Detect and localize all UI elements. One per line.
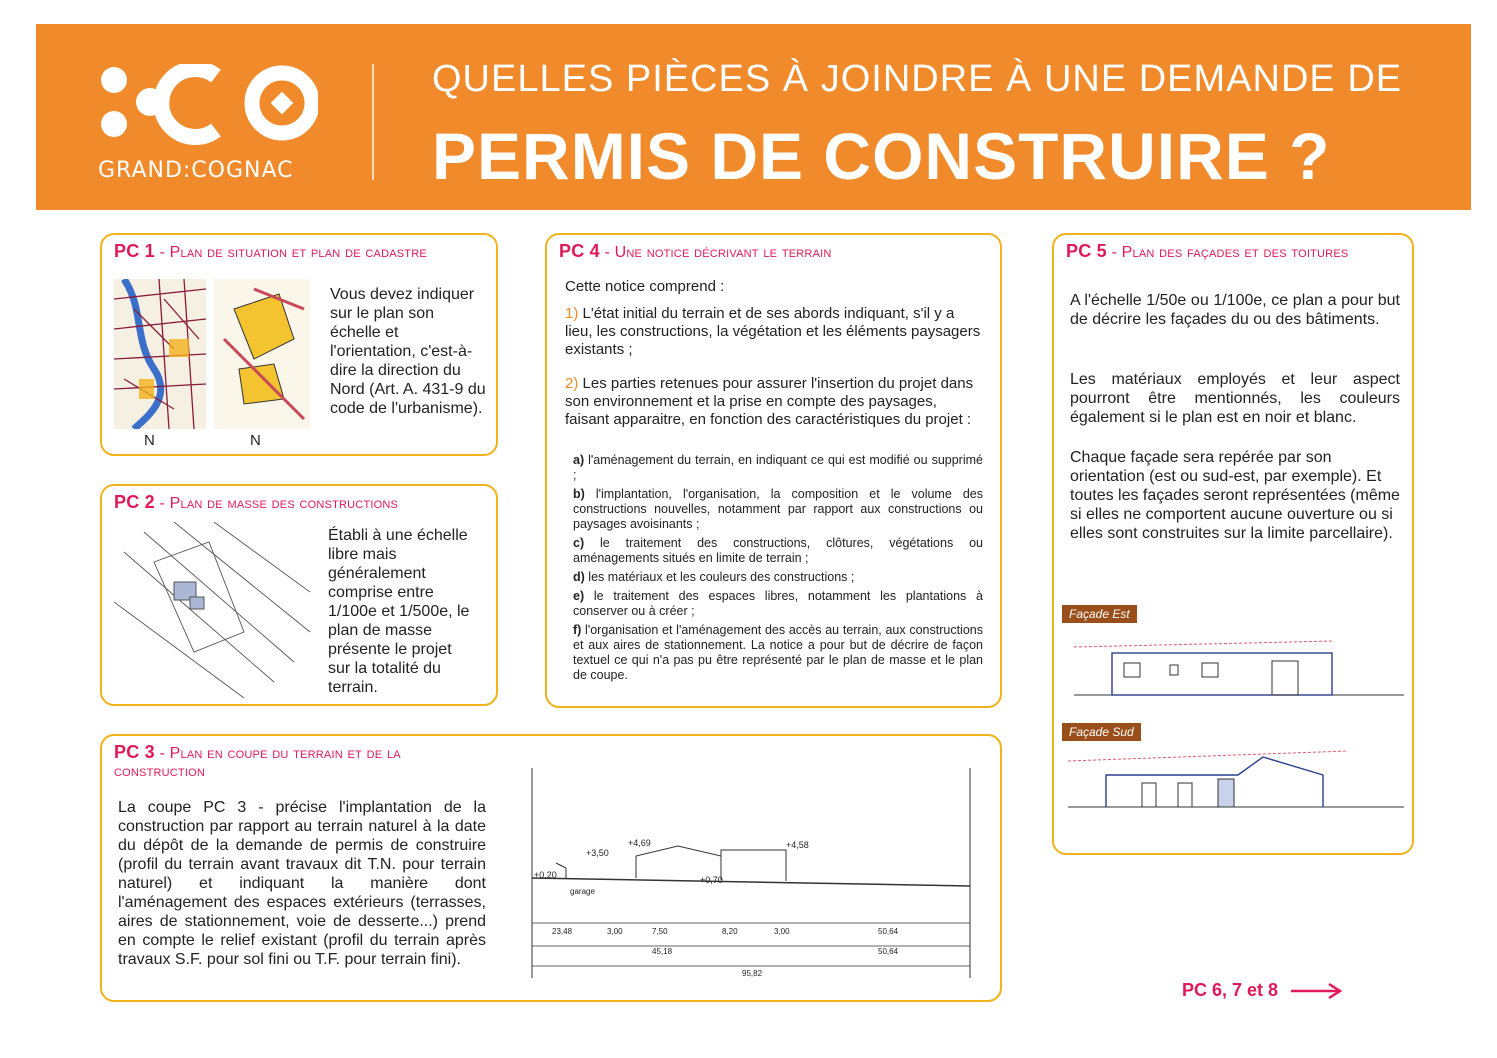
pc4-item-c: c) le traitement des constructions, clôtures, végétations ou aménagements situés en limite de terrain ; <box>573 536 983 565</box>
section-dim-8: 50,64 <box>878 947 899 956</box>
section-label-6: garage <box>570 887 595 896</box>
pc5-paragraph-2: Les matériaux employés et leur aspect pourront être mentionnés, les couleurs également si le plan est en noir et blanc. <box>1070 371 1400 426</box>
pc1-north-2: N <box>250 432 261 449</box>
section-dim-2: 3,00 <box>607 927 623 936</box>
facade-est-tag: Façade Est <box>1062 605 1137 623</box>
facade-est-drawing <box>1074 631 1404 701</box>
pc4-box <box>545 233 1002 708</box>
section-label-5: +0,70 <box>700 875 723 885</box>
pc4-item-b: b) l'implantation, l'organisation, la composition et le volume des constructions nouvelles, notamment par rapport aux constructions ou paysages avoisinants ; <box>573 487 983 531</box>
section-label-4: +0,20 <box>534 870 557 880</box>
cadastre-map-image <box>114 279 310 429</box>
pc1-box <box>100 233 498 456</box>
section-dim-4: 8,20 <box>722 927 738 936</box>
section-label-3: +4,58 <box>786 840 809 850</box>
pc5-paragraph-1: A l'échelle 1/50e ou 1/100e, ce plan a pour but de décrire les façades du ou des bâtiments. <box>1070 292 1400 328</box>
facade-sud-drawing <box>1068 743 1404 813</box>
page-title-line1: QUELLES PIÈCES À JOINDRE À UNE DEMANDE DE <box>432 58 1403 100</box>
site-plan-image <box>114 522 310 698</box>
logo-subtitle: GRAND:COGNAC <box>98 158 294 183</box>
pc2-box <box>100 484 498 706</box>
section-dim-9: 95,82 <box>742 969 763 978</box>
pc4-point-1: 1) L'état initial du terrain et de ses abords indiquant, s'il y a lieu, les constructions, la végétation et les éléments paysagers existants ; <box>565 305 981 358</box>
section-label-1: +4,69 <box>628 838 651 848</box>
arrow-right-icon <box>1291 982 1343 1000</box>
pc5-heading: PC 5 - Plan des façades et des toitures <box>1066 241 1349 261</box>
pc2-text: Établi à une échelle libre mais généralement comprise entre 1/100e et 1/500e, le plan de masse présente le projet sur la totalité du terrain. <box>328 527 470 696</box>
pc5-box <box>1052 233 1414 855</box>
pc3-text: La coupe PC 3 - précise l'implantation de la construction par rapport au terrain naturel à la date du dépôt de la demande de permis de construire (profil du terrain avant travaux dit T.N. pour terrain naturel) et indiquant la manière dont l'aménagement des espaces extérieurs (terrasses, aires de stationnement, voie de desserte...) prend en compte le relief existant (profil du terrain après travaux S.F. pour sol fini ou T.F. pour terrain fini). <box>118 799 486 968</box>
section-dim-7: 45,18 <box>652 947 673 956</box>
pc3-heading: PC 3 - Plan en coupe du terrain et de la construction <box>114 742 401 780</box>
pc4-item-f: f) l'organisation et l'aménagement des accès au terrain, aux constructions et aux aires de stationnement. La notice a pour but de décrire de façon textuel ce qui n'a pas pu être représenté par le plan de masse et le plan de coupe. <box>573 623 983 682</box>
section-dim-5: 3,00 <box>774 927 790 936</box>
pc1-heading: PC 1 - Plan de situation et plan de cadastre <box>114 241 427 261</box>
next-page-link[interactable]: PC 6, 7 et 8 <box>1182 980 1343 1001</box>
pc1-north-1: N <box>144 432 155 449</box>
pc2-heading: PC 2 - Plan de masse des constructions <box>114 492 399 512</box>
section-dim-1: 23,48 <box>552 927 573 936</box>
pc3-box <box>100 734 1002 1002</box>
pc4-heading: PC 4 - Une notice décrivant le terrain <box>559 241 832 261</box>
header-divider <box>372 64 374 180</box>
page-title-line2: PERMIS DE CONSTRUIRE ? <box>432 119 1331 193</box>
section-label-2: +3,50 <box>586 848 609 858</box>
section-dim-3: 7,50 <box>652 927 668 936</box>
pc4-intro: Cette notice comprend : <box>565 278 725 295</box>
pc4-subitems <box>573 453 983 687</box>
section-drawing <box>526 768 996 980</box>
section-dim-6: 50,64 <box>878 927 899 936</box>
pc4-point-2: 2) Les parties retenues pour assurer l'insertion du projet dans son environnement et la prise en compte des paysages, faisant apparaitre, en fonction des caractéristiques du projet : <box>565 375 974 428</box>
pc4-item-a: a) l'aménagement du terrain, en indiquant ce qui est modifié ou supprimé ; <box>573 453 983 482</box>
pc4-item-d: d) les matériaux et les couleurs des constructions ; <box>573 570 855 584</box>
pc1-text: Vous devez indiquer sur le plan son échelle et l'orientation, c'est-à-dire la direction du Nord (Art. A. 431-9 du code de l'urbanisme). <box>330 286 486 417</box>
pc4-item-e: e) le traitement des espaces libres, notamment les plantations à conserver ou à créer ; <box>573 589 983 618</box>
pc5-paragraph-3: Chaque façade sera repérée par son orientation (est ou sud-est, par exemple). Et toutes les façades seront représentées (même si elles ne comportent aucune ouverture ou si elles sont construites sur la limite parcellaire). <box>1070 449 1400 542</box>
facade-sud-tag: Façade Sud <box>1062 723 1141 741</box>
